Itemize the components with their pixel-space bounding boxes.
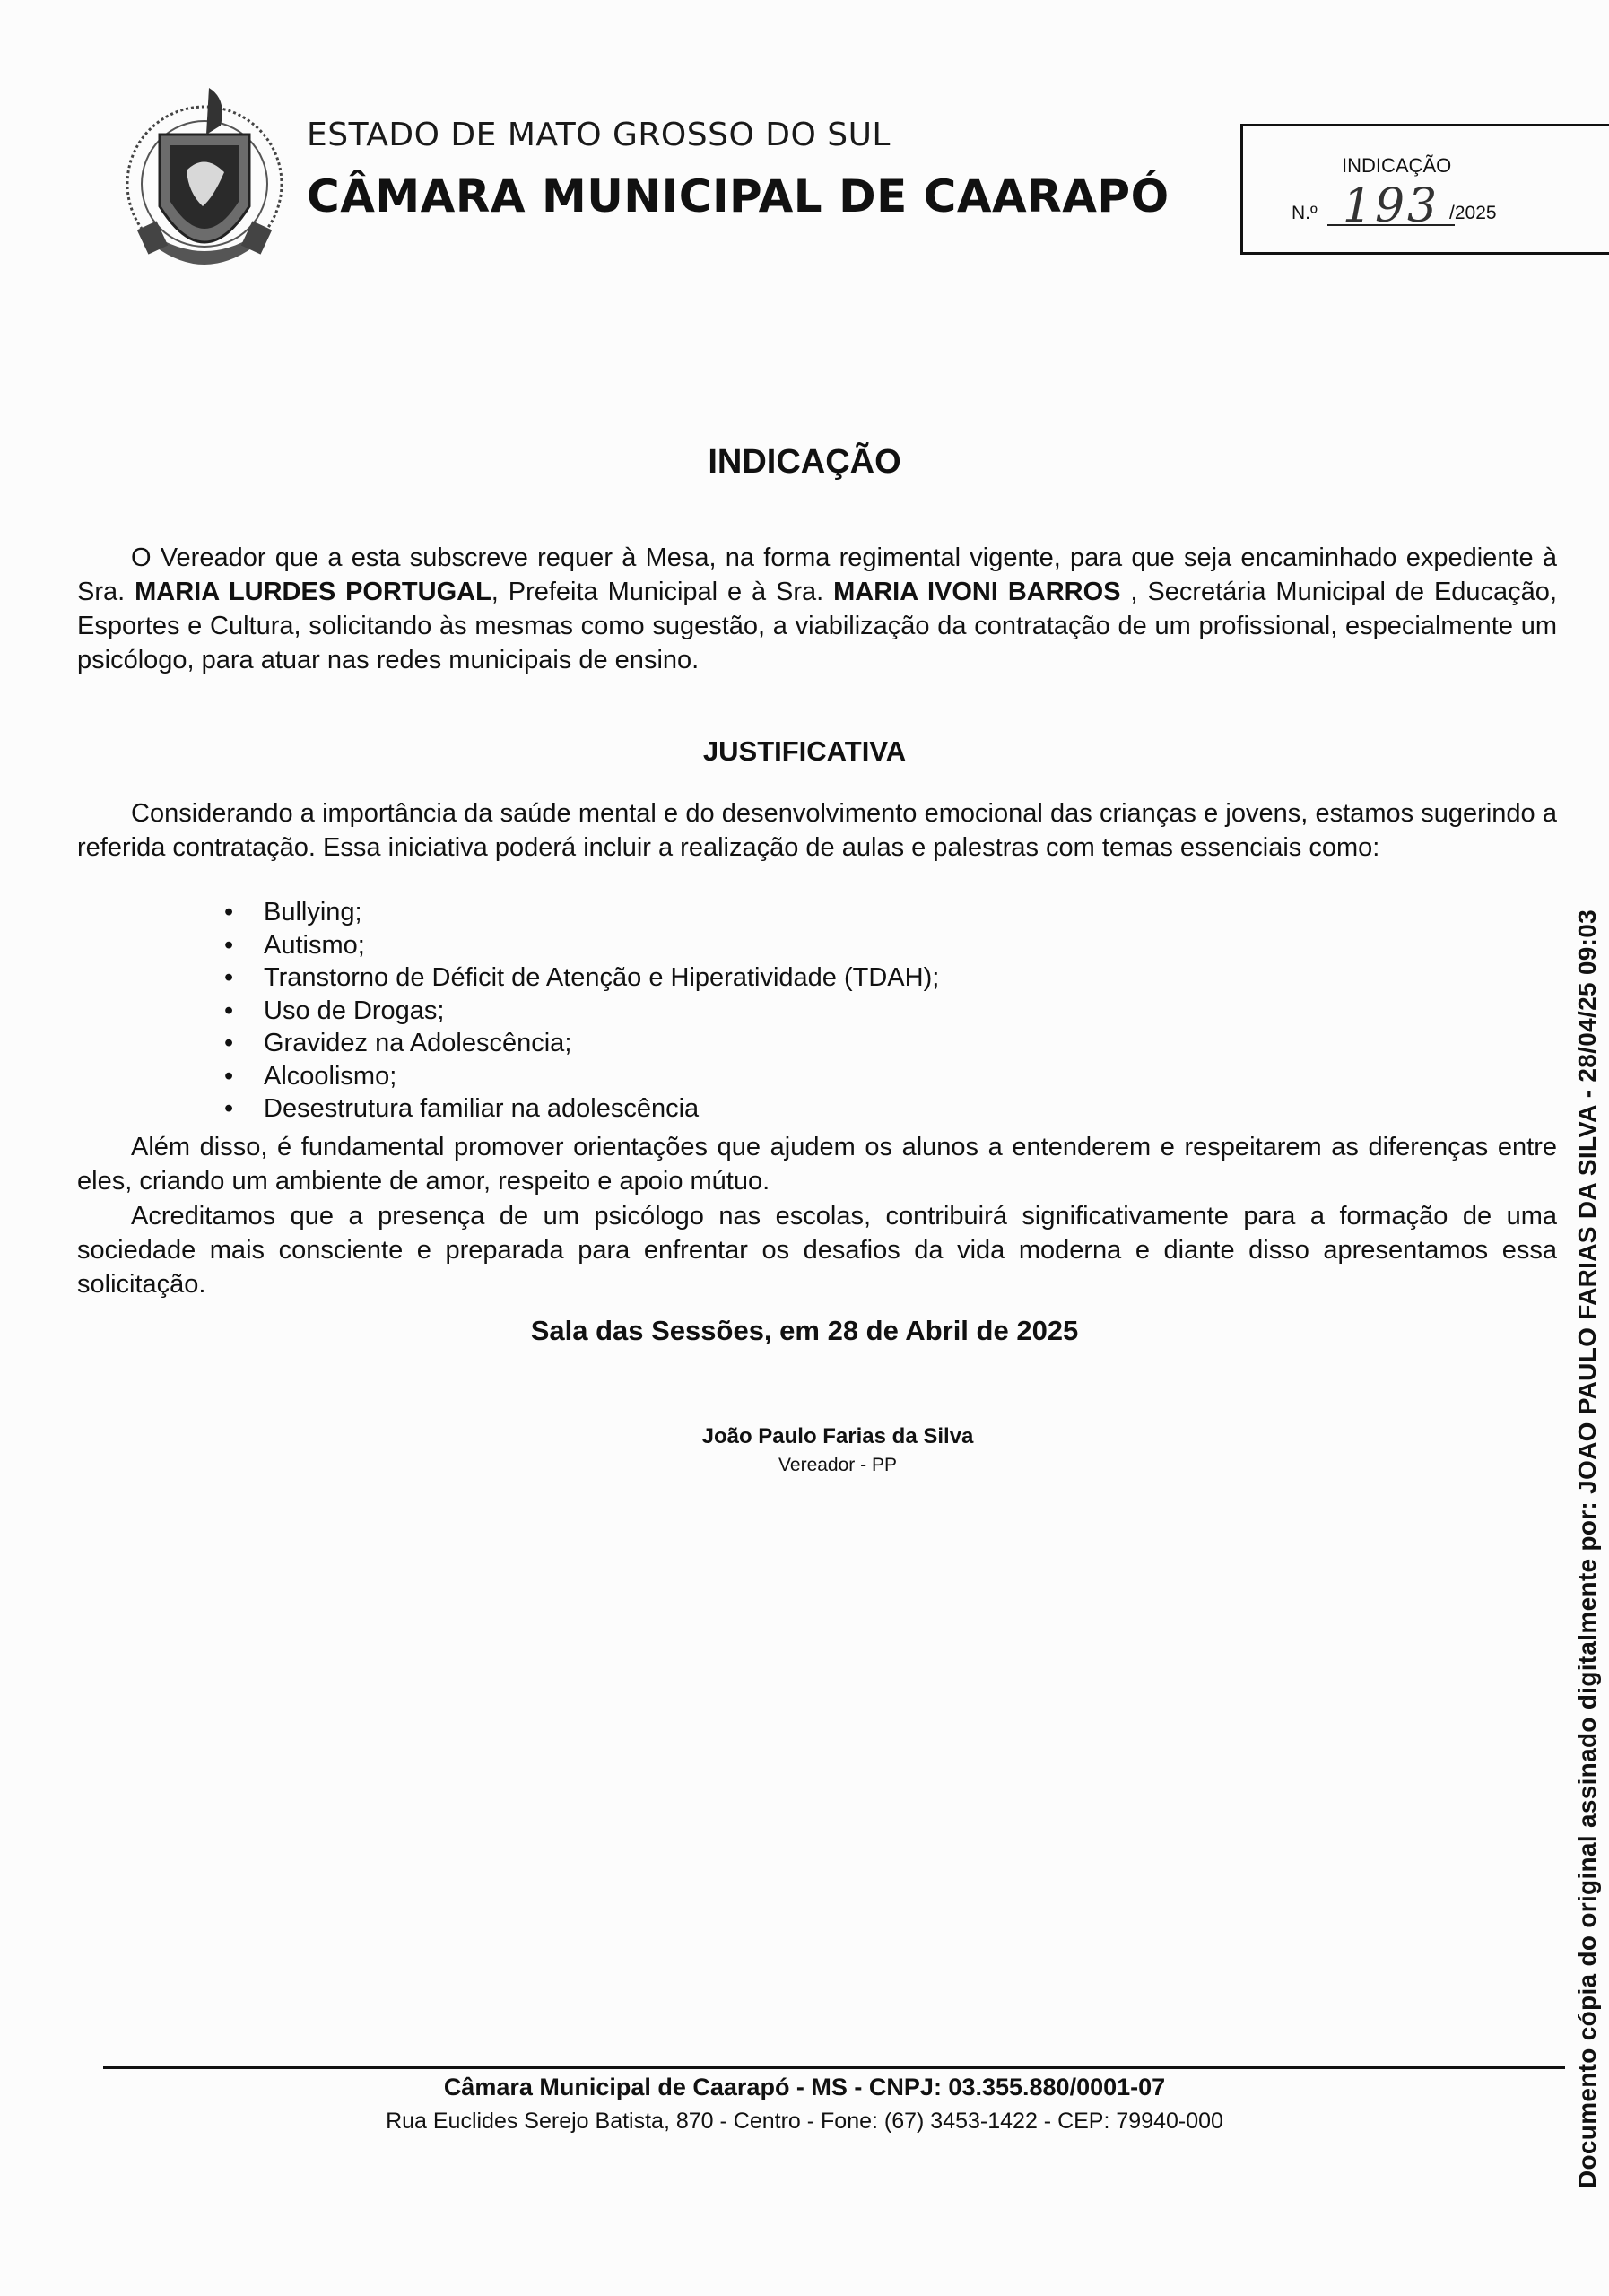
indicacao-handwritten-number: 193 bbox=[1342, 179, 1440, 233]
footer-cnpj: Câmara Municipal de Caarapó - MS - CNPJ: 03.355.880/0001-07 bbox=[443, 2074, 1166, 2100]
list-item: • Gravidez na Adolescência; bbox=[224, 1027, 939, 1060]
list-item: • Alcoolismo; bbox=[224, 1060, 939, 1093]
mayor-name: MARIA LURDES PORTUGAL bbox=[135, 578, 491, 606]
intro-text-3: , Secretária Municipal de Educação, Esportes e Cultura, solicitando às mesmas como sugestão, a viabilização da contratação de um profissional, especialmente um psicólogo, para atuar nas redes municipais de ensino. bbox=[77, 578, 1557, 674]
state-name: ESTADO DE MATO GROSSO DO SUL bbox=[307, 117, 891, 153]
intro-text-1: O Vereador que a esta subscreve requer à Mesa, na forma regimental vigente, para que seja encaminhado expediente à Sra. bbox=[77, 544, 1557, 606]
signer-name: João Paulo Farias da Silva bbox=[701, 1424, 974, 1448]
list-item: • Transtorno de Déficit de Atenção e Hiperatividade (TDAH); bbox=[224, 961, 939, 995]
footer-divider bbox=[103, 2066, 1565, 2069]
intro-paragraph bbox=[77, 541, 1557, 677]
justification-paragraph-3: Acreditamos que a presença de um psicólogo nas escolas, contribuirá significativamente para a formação de uma sociedade mais consciente e preparada para enfrentar os desafios da vida moderna e diante disso apresentamos essa solicitação. bbox=[77, 1202, 1557, 1299]
indicacao-box-label: INDICAÇÃO bbox=[1342, 154, 1452, 177]
list-item: • Bullying; bbox=[224, 896, 939, 929]
indicacao-year: /2025 bbox=[1449, 203, 1497, 223]
legislative-seal-icon bbox=[124, 72, 285, 296]
justification-paragraph-2: Além disso, é fundamental promover orientações que ajudem os alunos a entenderem e respeitarem as diferenças entre eles, criando um ambiente de amor, respeito e apoio mútuo. bbox=[77, 1133, 1557, 1196]
session-date: Sala das Sessões, em 28 de Abril de 2025 bbox=[530, 1315, 1079, 1346]
justification-title: JUSTIFICATIVA bbox=[702, 735, 907, 767]
indicacao-number-prefix: N.º bbox=[1292, 203, 1318, 223]
intro-text-2: , Prefeita Municipal e à Sra. bbox=[491, 578, 834, 606]
chamber-name: CÂMARA MUNICIPAL DE CAARAPÓ bbox=[307, 170, 1170, 222]
digital-signature-stamp: Documento cópia do original assinado digitalmente por: JOAO PAULO FARIAS DA SILVA - 28/04/25 09:03 bbox=[1573, 909, 1601, 2188]
justification-paragraph-1: Considerando a importância da saúde mental e do desenvolvimento emocional das crianças e jovens, estamos sugerindo a referida contratação. Essa iniciativa poderá incluir a realização de aulas e palestras com temas essenciais como: bbox=[77, 799, 1557, 862]
indicacao-number-underline bbox=[1327, 224, 1455, 226]
topics-list bbox=[224, 896, 939, 1126]
secretary-name: MARIA IVONI BARROS bbox=[833, 578, 1121, 606]
list-item: • Uso de Drogas; bbox=[224, 995, 939, 1028]
footer-address: Rua Euclides Serejo Batista, 870 - Centro - Fone: (67) 3453-1422 - CEP: 79940-000 bbox=[386, 2109, 1223, 2134]
list-item: • Autismo; bbox=[224, 929, 939, 962]
document-title: INDICAÇÃO bbox=[708, 443, 901, 481]
list-item: • Desestrutura familiar na adolescência bbox=[224, 1092, 939, 1126]
signer-role: Vereador - PP bbox=[778, 1455, 897, 1475]
